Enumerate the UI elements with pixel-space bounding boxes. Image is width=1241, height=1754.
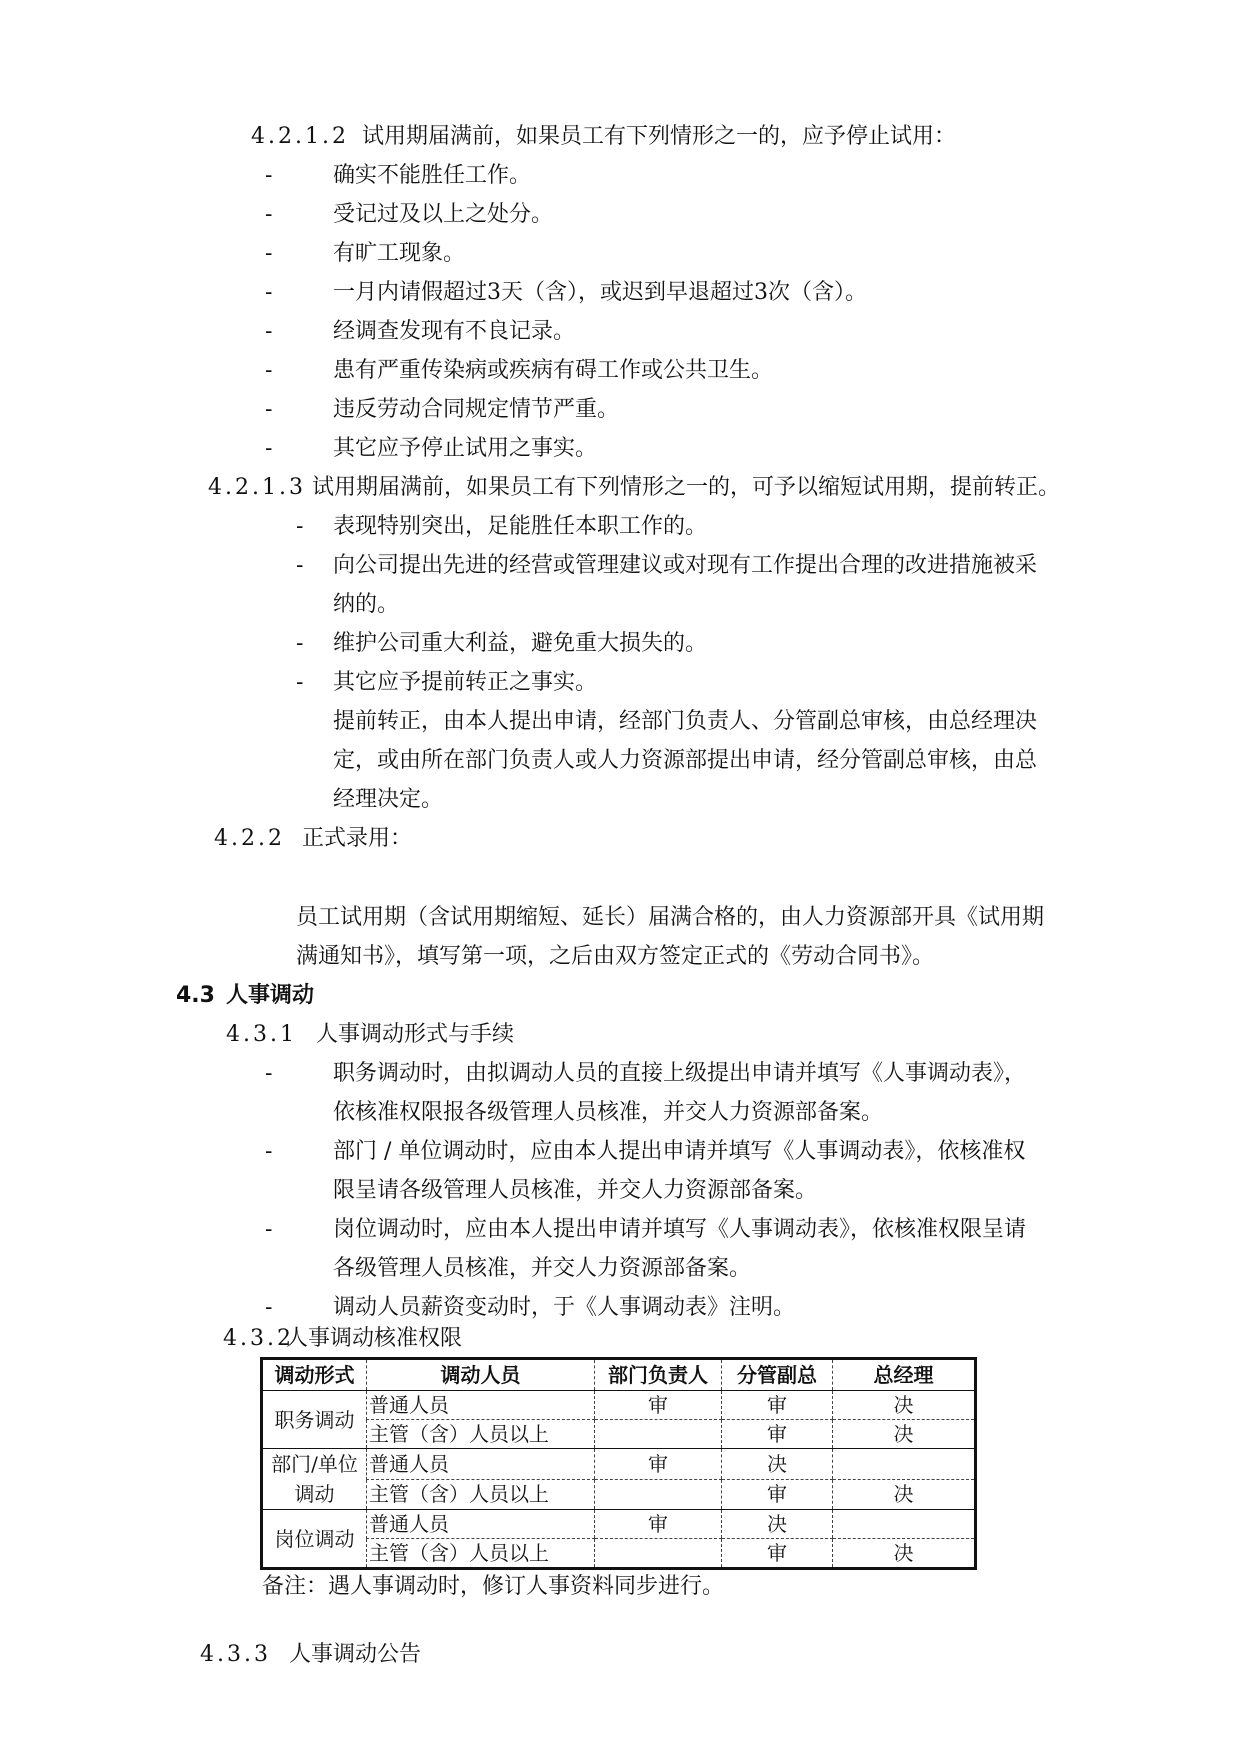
transfer-form-cell: 部门/单位调动	[262, 1449, 367, 1510]
table-cell	[833, 1510, 976, 1539]
bullet-dash: -	[265, 1061, 273, 1086]
list-item: 确实不能胜任工作。	[333, 163, 532, 188]
list-item: 受记过及以上之处分。	[333, 202, 554, 227]
bullet-dash: -	[265, 280, 273, 305]
list-item: 其它应予提前转正之事实。	[333, 670, 598, 695]
bullet-dash: -	[265, 397, 273, 422]
table-row	[262, 1510, 976, 1539]
section-number: 4.3.3	[200, 1642, 271, 1667]
section-title: 试用期届满前，如果员工有下列情形之一的，应予停止试用：	[362, 124, 957, 149]
bullet-dash: -	[265, 319, 273, 344]
section-number: 4.2.1.2	[251, 124, 349, 149]
table-cell: 审	[722, 1391, 833, 1420]
table-cell	[595, 1420, 722, 1449]
table-cell: 决	[833, 1479, 976, 1510]
table-cell: 决	[833, 1420, 976, 1449]
list-item: 岗位调动时，应由本人提出申请并填写《人事调动表》，依核准权限呈请	[333, 1217, 1027, 1242]
section-title: 人事调动形式与手续	[316, 1022, 515, 1047]
column-header: 分管副总	[722, 1359, 833, 1391]
table-row	[262, 1539, 976, 1569]
column-header: 总经理	[833, 1359, 976, 1391]
bullet-dash: -	[265, 1217, 273, 1242]
list-item: 一月内请假超过3天（含），或迟到早退超过3次（含）。	[333, 280, 867, 305]
list-item: 职务调动时，由拟调动人员的直接上级提出申请并填写《人事调动表》，	[333, 1061, 1027, 1086]
section-number: 4.2.1.3	[208, 475, 306, 500]
column-header: 调动人员	[367, 1359, 595, 1391]
bullet-dash: -	[265, 202, 273, 227]
table-cell	[595, 1479, 722, 1510]
bullet-dash: -	[265, 1295, 273, 1320]
table-cell: 审	[595, 1510, 722, 1539]
bullet-dash: -	[296, 514, 304, 539]
table-cell: 审	[595, 1449, 722, 1480]
table-cell: 审	[722, 1539, 833, 1569]
list-item: 有旷工现象。	[333, 241, 466, 266]
section-title: 人事调动公告	[289, 1642, 422, 1667]
bullet-dash: -	[265, 163, 273, 188]
list-item: 违反劳动合同规定情节严重。	[333, 397, 620, 422]
list-item: 患有严重传染病或疾病有碍工作或公共卫生。	[333, 358, 774, 383]
table-row	[262, 1391, 976, 1420]
table-cell: 决	[722, 1510, 833, 1539]
table-cell: 普通人员	[367, 1449, 595, 1480]
bullet-dash: -	[296, 670, 304, 695]
paragraph-line: 定，或由所在部门负责人或人力资源部提出申请，经分管副总审核，由总	[333, 748, 1038, 773]
table-cell: 审	[722, 1479, 833, 1510]
list-item: 向公司提出先进的经营或管理建议或对现有工作提出合理的改进措施被采	[333, 553, 1038, 578]
table-row	[262, 1449, 976, 1480]
bullet-dash: -	[265, 1139, 273, 1164]
bullet-dash: -	[296, 553, 304, 578]
table-cell: 普通人员	[367, 1510, 595, 1539]
list-item: 调动人员薪资变动时，于《人事调动表》注明。	[333, 1295, 796, 1320]
table-row	[262, 1420, 976, 1449]
section-title: 试用期届满前，如果员工有下列情形之一的，可予以缩短试用期，提前转正。	[312, 475, 1061, 500]
table-cell: 审	[595, 1391, 722, 1420]
section-number: 4.3.1	[226, 1022, 297, 1047]
heading-number: 4.3	[176, 983, 215, 1008]
section-number: 4.3.2	[223, 1326, 294, 1351]
table-cell	[595, 1539, 722, 1569]
approval-authority-table	[260, 1357, 977, 1570]
list-item-continuation: 依核准权限报各级管理人员核准，并交人力资源部备案。	[333, 1100, 884, 1125]
column-header: 部门负责人	[595, 1359, 722, 1391]
list-item-continuation: 纳的。	[333, 592, 400, 617]
table-cell: 决	[722, 1449, 833, 1480]
list-item: 部门 / 单位调动时，应由本人提出申请并填写《人事调动表》，依核准权	[333, 1139, 1026, 1164]
table-cell: 决	[833, 1539, 976, 1569]
section-title: 人事调动核准权限	[286, 1326, 463, 1351]
column-header: 调动形式	[262, 1359, 367, 1391]
transfer-form-cell: 岗位调动	[262, 1510, 367, 1569]
paragraph-line: 经理决定。	[333, 787, 444, 812]
table-note: 备注：遇人事调动时，修订人事资料同步进行。	[262, 1574, 725, 1599]
table-cell: 主管（含）人员以上	[367, 1479, 595, 1510]
bullet-dash: -	[265, 358, 273, 383]
list-item: 表现特别突出，足能胜任本职工作的。	[333, 514, 708, 539]
list-item: 维护公司重大利益，避免重大损失的。	[333, 631, 708, 656]
section-title: 正式录用：	[302, 826, 413, 851]
bullet-dash: -	[265, 436, 273, 461]
table-cell: 主管（含）人员以上	[367, 1539, 595, 1569]
heading-title: 人事调动	[226, 983, 315, 1008]
table-row	[262, 1479, 976, 1510]
table-cell: 普通人员	[367, 1391, 595, 1420]
paragraph-line: 满通知书》，填写第一项，之后由双方签定正式的《劳动合同书》。	[296, 944, 935, 969]
table-cell: 决	[833, 1391, 976, 1420]
list-item-continuation: 各级管理人员核准，并交人力资源部备案。	[333, 1256, 752, 1281]
list-item: 其它应予停止试用之事实。	[333, 436, 598, 461]
transfer-form-cell: 职务调动	[262, 1391, 367, 1449]
table-cell: 主管（含）人员以上	[367, 1420, 595, 1449]
bullet-dash: -	[296, 631, 304, 656]
section-number: 4.2.2	[214, 826, 285, 851]
paragraph-line: 员工试用期（含试用期缩短、延长）届满合格的，由人力资源部开具《试用期	[296, 905, 1045, 930]
bullet-dash: -	[265, 241, 273, 266]
table-cell: 审	[722, 1420, 833, 1449]
paragraph-line: 提前转正，由本人提出申请，经部门负责人、分管副总审核，由总经理决	[333, 709, 1038, 734]
list-item: 经调查发现有不良记录。	[333, 319, 576, 344]
list-item-continuation: 限呈请各级管理人员核准，并交人力资源部备案。	[333, 1178, 818, 1203]
table-header-row	[262, 1359, 976, 1391]
table-cell	[833, 1449, 976, 1480]
